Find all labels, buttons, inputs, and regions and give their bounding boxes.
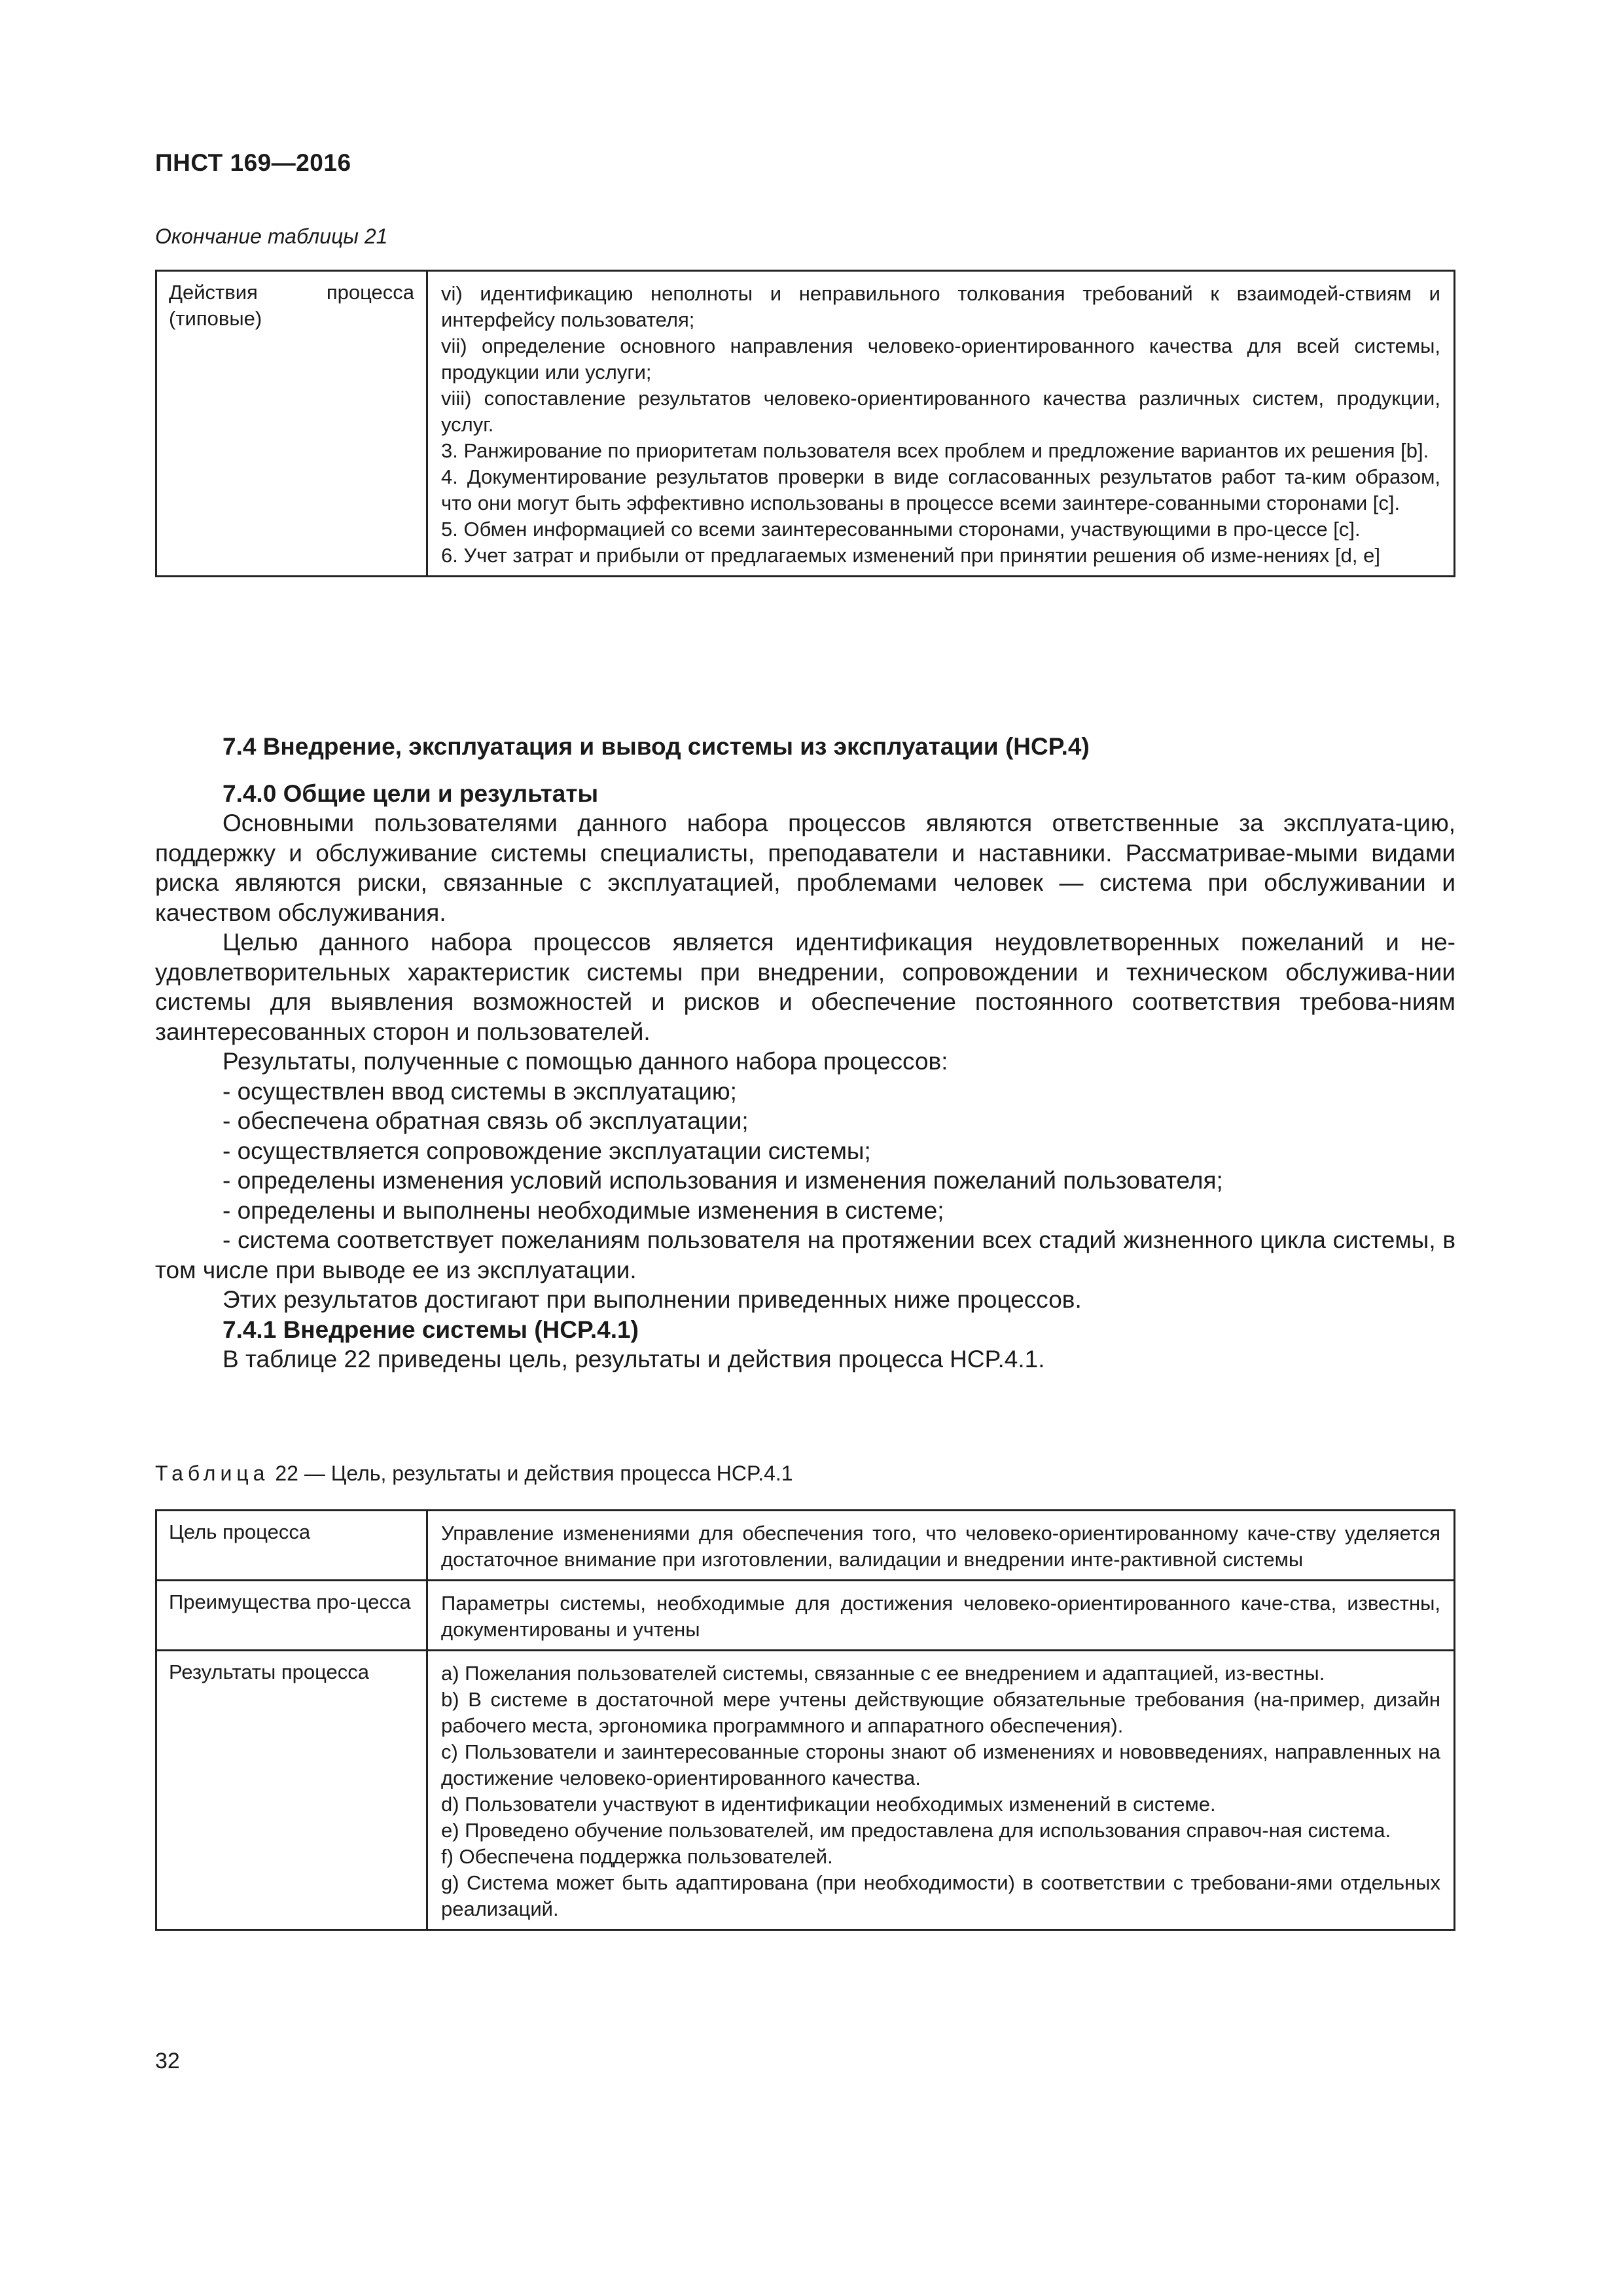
table-21-caption: Окончание таблицы 21 bbox=[155, 224, 388, 248]
bullet-item: - определены изменения условий использования и изменения пожеланий пользователя; bbox=[223, 1167, 1223, 1194]
table-22-content-cell bbox=[427, 1511, 1455, 1581]
list-item: vi) идентификацию неполноты и неправильного толкования требований к взаимодей-ствиям и интерфейсу пользователя; bbox=[441, 282, 1440, 331]
table-22-label-cell: Преимущества про-цесса bbox=[156, 1581, 427, 1651]
table-21-label-cell: Действия процесса (типовые) bbox=[156, 271, 427, 577]
section-heading-7-4-1: 7.4.1 Внедрение системы (HCP.4.1) bbox=[223, 1316, 639, 1343]
section-heading-7-4-0: 7.4.0 Общие цели и результаты bbox=[223, 780, 599, 807]
table-22-caption bbox=[155, 1462, 793, 1486]
section-body bbox=[155, 732, 1455, 1374]
table-row bbox=[156, 271, 1455, 577]
table-21 bbox=[155, 270, 1455, 577]
table-row bbox=[156, 1581, 1455, 1651]
list-item: vii) определение основного направления человеко-ориентированного качества для всей системы, продукции или услуги; bbox=[441, 334, 1440, 384]
table-22-label-cell: Результаты процесса bbox=[156, 1651, 427, 1930]
table-22-caption-text: 22 — Цель, результаты и действия процесса HCP.4.1 bbox=[269, 1462, 793, 1485]
list-item: a) Пожелания пользователей системы, связанные с ее внедрением и адаптацией, из-вестны. bbox=[441, 1662, 1325, 1685]
bullet-item: - осуществляется сопровождение эксплуатации системы; bbox=[223, 1137, 871, 1164]
bullet-item: - определены и выполнены необходимые изменения в системе; bbox=[223, 1196, 944, 1224]
table-22-content-cell bbox=[427, 1651, 1455, 1930]
bullet-item: - осуществлен ввод системы в эксплуатацию; bbox=[223, 1077, 737, 1105]
table-row bbox=[156, 1651, 1455, 1930]
table-22-label-cell: Цель процесса bbox=[156, 1511, 427, 1581]
paragraph: В таблице 22 приведены цель, результаты и действия процесса HCP.4.1. bbox=[223, 1346, 1045, 1372]
page-number: 32 bbox=[155, 2049, 180, 2073]
section-heading-7-4: 7.4 Внедрение, эксплуатация и вывод системы из эксплуатации (HCP.4) bbox=[223, 733, 1090, 760]
list-item: 5. Обмен информацией со всеми заинтересованными сторонами, участвующими в про-цессе [c]. bbox=[441, 518, 1361, 541]
paragraph: Этих результатов достигают при выполнении приведенных ниже процессов. bbox=[223, 1286, 1082, 1313]
cell-text: Управление изменениями для обеспечения того, что человеко-ориентированному каче-ству уделяется достаточное внимание при изготовлении, валидации и внедрении инте-рактивной системы bbox=[441, 1522, 1440, 1571]
table-22 bbox=[155, 1509, 1455, 1931]
list-item: e) Проведено обучение пользователей, им предоставлена для использования справоч-ная система. bbox=[441, 1819, 1391, 1842]
list-item: d) Пользователи участвуют в идентификации необходимых изменений в системе. bbox=[441, 1793, 1216, 1816]
table-21-content-cell bbox=[427, 271, 1455, 577]
cell-text: Параметры системы, необходимые для достижения человеко-ориентированного каче-ства, известны, документированы и учтены bbox=[441, 1592, 1440, 1641]
bullet-item: - система соответствует пожеланиям пользователя на протяжении всех стадий жизненного цикла системы, в том числе при выводе ее из эксплуатации. bbox=[155, 1227, 1455, 1283]
table-22-caption-word: Таблица bbox=[155, 1462, 270, 1485]
table-22-content-cell bbox=[427, 1581, 1455, 1651]
paragraph: Целью данного набора процессов является идентификация неудовлетворенных пожеланий и не-удовлетворительных характеристик системы при внедрении, сопровождении и техническом обслужива-нии системы для выявления возможностей и рисков и обеспечение постоянного соответствия требова-ниям заинтересованных сторон и пользователей. bbox=[155, 929, 1455, 1045]
paragraph: Основными пользователями данного набора процессов являются ответственные за эксплуата-цию, поддержку и обслуживание системы специалисты, преподаватели и наставники. Рассматривае-мыми видами риска являются риски, связанные с эксплуатацией, проблемами человек — система при обслуживании и качеством обслуживания. bbox=[155, 810, 1455, 926]
table-row bbox=[156, 1511, 1455, 1581]
paragraph: Результаты, полученные с помощью данного набора процессов: bbox=[223, 1048, 948, 1075]
bullet-item: - обеспечена обратная связь об эксплуатации; bbox=[223, 1107, 749, 1134]
list-item: f) Обеспечена поддержка пользователей. bbox=[441, 1845, 833, 1868]
list-item: 4. Документирование результатов проверки в виде согласованных результатов работ та-ким образом, что они могут быть эффективно использованы в процессе всеми заинтере-сованными сторонами [c]. bbox=[441, 465, 1440, 514]
list-item: 6. Учет затрат и прибыли от предлагаемых изменений при принятии решения об изме-нениях [d, e] bbox=[441, 544, 1380, 567]
standard-code: ПНСТ 169—2016 bbox=[155, 149, 351, 176]
list-item: viii) сопоставление результатов человеко-ориентированного качества различных систем, продукции, услуг. bbox=[441, 387, 1440, 436]
list-item: 3. Ранжирование по приоритетам пользователя всех проблем и предложение вариантов их решения [b]. bbox=[441, 439, 1429, 462]
list-item: g) Система может быть адаптирована (при необходимости) в соответствии с требовани-ями отдельных реализаций. bbox=[441, 1871, 1440, 1920]
list-item: b) В системе в достаточной мере учтены действующие обязательные требования (на-пример, дизайн рабочего места, эргономика программного и аппаратного обеспечения). bbox=[441, 1688, 1440, 1737]
list-item: c) Пользователи и заинтересованные стороны знают об изменениях и нововведениях, направленных на достижение человеко-ориентированного качества. bbox=[441, 1740, 1440, 1789]
